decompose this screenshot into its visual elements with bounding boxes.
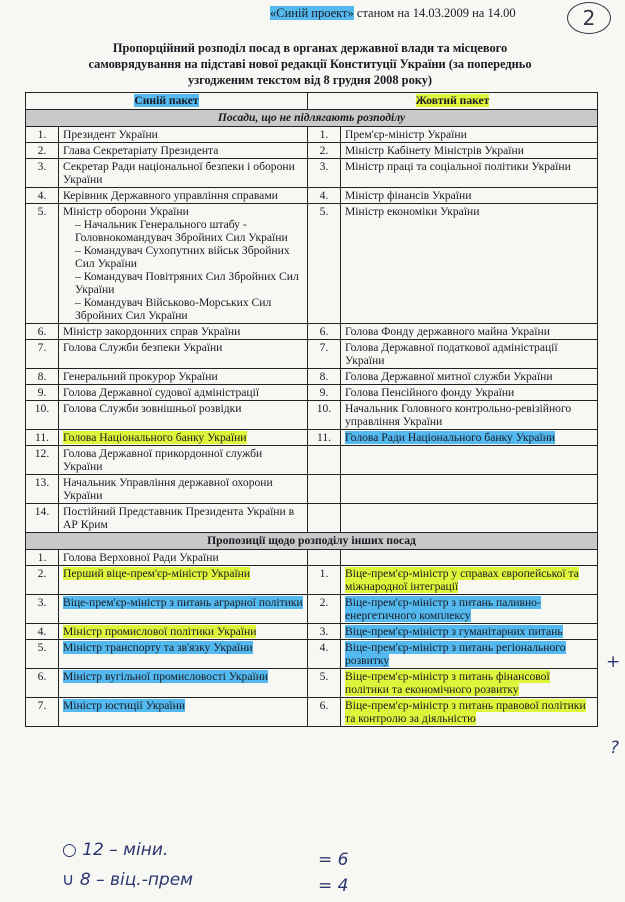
position-left: Голова Національного банку України bbox=[59, 430, 308, 446]
position-left: Міністр оборони України – Начальник Генерального штабу - Головнокомандувач Збройних Сил України – Командувач Сухопутних військ Збройних Сил України – Командувач Повітряних Сил Збройних Сил України – Командувач Військово-Морських Сил Збройних Сил України bbox=[59, 204, 308, 324]
row-number-left: 2. bbox=[26, 566, 59, 595]
table-row bbox=[26, 369, 598, 385]
table-row bbox=[26, 430, 598, 446]
handwritten-question: ? bbox=[610, 738, 620, 758]
table-row bbox=[26, 475, 598, 504]
table-row bbox=[26, 504, 598, 533]
row-number-right: 6. bbox=[308, 698, 341, 727]
section2-title: Пропозиції щодо розподілу інших посад bbox=[26, 533, 598, 550]
row-number-left: 8. bbox=[26, 369, 59, 385]
row-number-right: 10. bbox=[308, 401, 341, 430]
position-left: Віце-прем'єр-міністр з питань аграрної політики bbox=[59, 595, 308, 624]
row-number-left: 14. bbox=[26, 504, 59, 533]
row-number-right: 6. bbox=[308, 324, 341, 340]
position-right: Міністр економіки України bbox=[341, 204, 598, 324]
page-mark: 2 bbox=[567, 2, 611, 34]
table-row bbox=[26, 324, 598, 340]
project-name: «Синій проект» bbox=[270, 6, 354, 20]
sub-position: – Командувач Військово-Морських Сил Збройних Сил України bbox=[75, 296, 272, 322]
position-right: Міністр Кабінету Міністрів України bbox=[341, 143, 598, 159]
row-number-right: 3. bbox=[308, 624, 341, 640]
sub-position: – Командувач Сухопутних військ Збройних Сил України bbox=[75, 244, 290, 270]
column-right-header: Жовтий пакет bbox=[308, 93, 598, 110]
positions-table bbox=[25, 92, 598, 727]
position-right bbox=[341, 475, 598, 504]
handwritten-plus: + bbox=[606, 652, 621, 672]
position-left: Міністр вугільної промисловості України bbox=[59, 669, 308, 698]
status-date: станом на 14.03.2009 на 14.00 bbox=[353, 6, 516, 20]
table-row bbox=[26, 595, 598, 624]
row-number-left: 7. bbox=[26, 698, 59, 727]
position-left: Голова Служби безпеки України bbox=[59, 340, 308, 369]
position-right bbox=[341, 504, 598, 533]
row-number-right bbox=[308, 475, 341, 504]
position-left: Голова Державної судової адміністрації bbox=[59, 385, 308, 401]
section1-title: Посади, що не підлягають розподілу bbox=[26, 110, 598, 127]
position-right: Голова Ради Національного банку України bbox=[341, 430, 598, 446]
position-left: Перший віце-прем'єр-міністр України bbox=[59, 566, 308, 595]
project-status bbox=[270, 6, 516, 21]
position-left: Генеральний прокурор України bbox=[59, 369, 308, 385]
row-number-right: 8. bbox=[308, 369, 341, 385]
position-right: Міністр праці та соціальної політики України bbox=[341, 159, 598, 188]
handwritten-eq-2: = 4 bbox=[318, 876, 349, 896]
row-number-right: 5. bbox=[308, 204, 341, 324]
row-number-left: 3. bbox=[26, 159, 59, 188]
row-number-right: 4. bbox=[308, 188, 341, 204]
row-number-left: 4. bbox=[26, 624, 59, 640]
column-left-header: Синій пакет bbox=[26, 93, 308, 110]
row-number-right: 1. bbox=[308, 127, 341, 143]
handwritten-eq-1: = 6 bbox=[318, 850, 349, 870]
position-left: Міністр юстиції України bbox=[59, 698, 308, 727]
position-right: Голова Державної митної служби України bbox=[341, 369, 598, 385]
row-number-right: 9. bbox=[308, 385, 341, 401]
row-number-right: 2. bbox=[308, 143, 341, 159]
row-number-right bbox=[308, 550, 341, 566]
position-right: Міністр фінансів України bbox=[341, 188, 598, 204]
row-number-left: 11. bbox=[26, 430, 59, 446]
row-number-left: 3. bbox=[26, 595, 59, 624]
row-number-right bbox=[308, 446, 341, 475]
table-row bbox=[26, 669, 598, 698]
position-right bbox=[341, 550, 598, 566]
row-number-right: 11. bbox=[308, 430, 341, 446]
position-right: Віце-прем'єр-міністр з питань регіонального розвитку bbox=[341, 640, 598, 669]
position-right bbox=[341, 446, 598, 475]
row-number-left: 6. bbox=[26, 669, 59, 698]
table-row bbox=[26, 550, 598, 566]
row-number-left: 2. bbox=[26, 143, 59, 159]
position-left: Секретар Ради національної безпеки і оборони України bbox=[59, 159, 308, 188]
row-number-right bbox=[308, 504, 341, 533]
row-number-left: 7. bbox=[26, 340, 59, 369]
position-left: Міністр закордонних справ України bbox=[59, 324, 308, 340]
position-left: Голова Державної прикордонної служби України bbox=[59, 446, 308, 475]
table-row bbox=[26, 159, 598, 188]
handwritten-note-1: ○ 12 – міни. bbox=[62, 840, 169, 860]
position-right: Голова Фонду державного майна України bbox=[341, 324, 598, 340]
row-number-left: 10. bbox=[26, 401, 59, 430]
row-number-left: 1. bbox=[26, 550, 59, 566]
row-number-left: 5. bbox=[26, 640, 59, 669]
position-right: Прем'єр-міністр України bbox=[341, 127, 598, 143]
table-row bbox=[26, 143, 598, 159]
position-right: Віце-прем'єр-міністр з питань правової політики та контролю за діяльністю bbox=[341, 698, 598, 727]
row-number-left: 4. bbox=[26, 188, 59, 204]
table-row bbox=[26, 127, 598, 143]
position-left: Голова Верховної Ради України bbox=[59, 550, 308, 566]
table-row bbox=[26, 401, 598, 430]
sub-position: – Начальник Генерального штабу - Головнокомандувач Збройних Сил України bbox=[75, 218, 288, 244]
position-right: Віце-прем'єр-міністр з гуманітарних питань bbox=[341, 624, 598, 640]
table-row bbox=[26, 340, 598, 369]
position-left: Голова Служби зовнішньої розвідки bbox=[59, 401, 308, 430]
row-number-left: 1. bbox=[26, 127, 59, 143]
position-right: Голова Пенсійного фонду України bbox=[341, 385, 598, 401]
row-number-left: 9. bbox=[26, 385, 59, 401]
position-right: Віце-прем'єр-міністр у справах європейської та міжнародної інтеграції bbox=[341, 566, 598, 595]
row-number-right: 5. bbox=[308, 669, 341, 698]
handwritten-note-2: ∪ 8 – віц.-прем bbox=[62, 870, 194, 890]
position-left: Керівник Державного управління справами bbox=[59, 188, 308, 204]
row-number-right: 7. bbox=[308, 340, 341, 369]
row-number-left: 12. bbox=[26, 446, 59, 475]
position-left: Міністр промислової політики України bbox=[59, 624, 308, 640]
table-row bbox=[26, 698, 598, 727]
sub-position: – Командувач Повітряних Сил Збройних Сил України bbox=[75, 270, 299, 296]
table-row bbox=[26, 566, 598, 595]
position-left: Постійний Представник Президента України в АР Крим bbox=[59, 504, 308, 533]
row-number-right: 3. bbox=[308, 159, 341, 188]
table-row bbox=[26, 204, 598, 324]
table-row bbox=[26, 188, 598, 204]
table-row bbox=[26, 624, 598, 640]
row-number-left: 5. bbox=[26, 204, 59, 324]
row-number-right: 1. bbox=[308, 566, 341, 595]
row-number-right: 2. bbox=[308, 595, 341, 624]
position-left: Міністр транспорту та зв'язку України bbox=[59, 640, 308, 669]
position-right: Начальник Головного контрольно-ревізійного управління України bbox=[341, 401, 598, 430]
table-row bbox=[26, 640, 598, 669]
row-number-right: 4. bbox=[308, 640, 341, 669]
position-right: Голова Державної податкової адміністрації України bbox=[341, 340, 598, 369]
document-title: Пропорційний розподіл посад в органах державної влади та місцевого самоврядування на підставі нової редакції Конституції України (за попередньо узгодженим текстом від 8 грудня 2008 року) bbox=[88, 41, 532, 87]
row-number-left: 6. bbox=[26, 324, 59, 340]
row-number-left: 13. bbox=[26, 475, 59, 504]
table-row bbox=[26, 385, 598, 401]
table-row bbox=[26, 446, 598, 475]
position-right: Віце-прем'єр-міністр з питань фінансової політики та економічного розвитку bbox=[341, 669, 598, 698]
position-right: Віце-прем'єр-міністр з питань паливно-енергетичного комплексу bbox=[341, 595, 598, 624]
position-left: Глава Секретаріату Президента bbox=[59, 143, 308, 159]
position-left: Президент України bbox=[59, 127, 308, 143]
position-left: Начальник Управління державної охорони України bbox=[59, 475, 308, 504]
